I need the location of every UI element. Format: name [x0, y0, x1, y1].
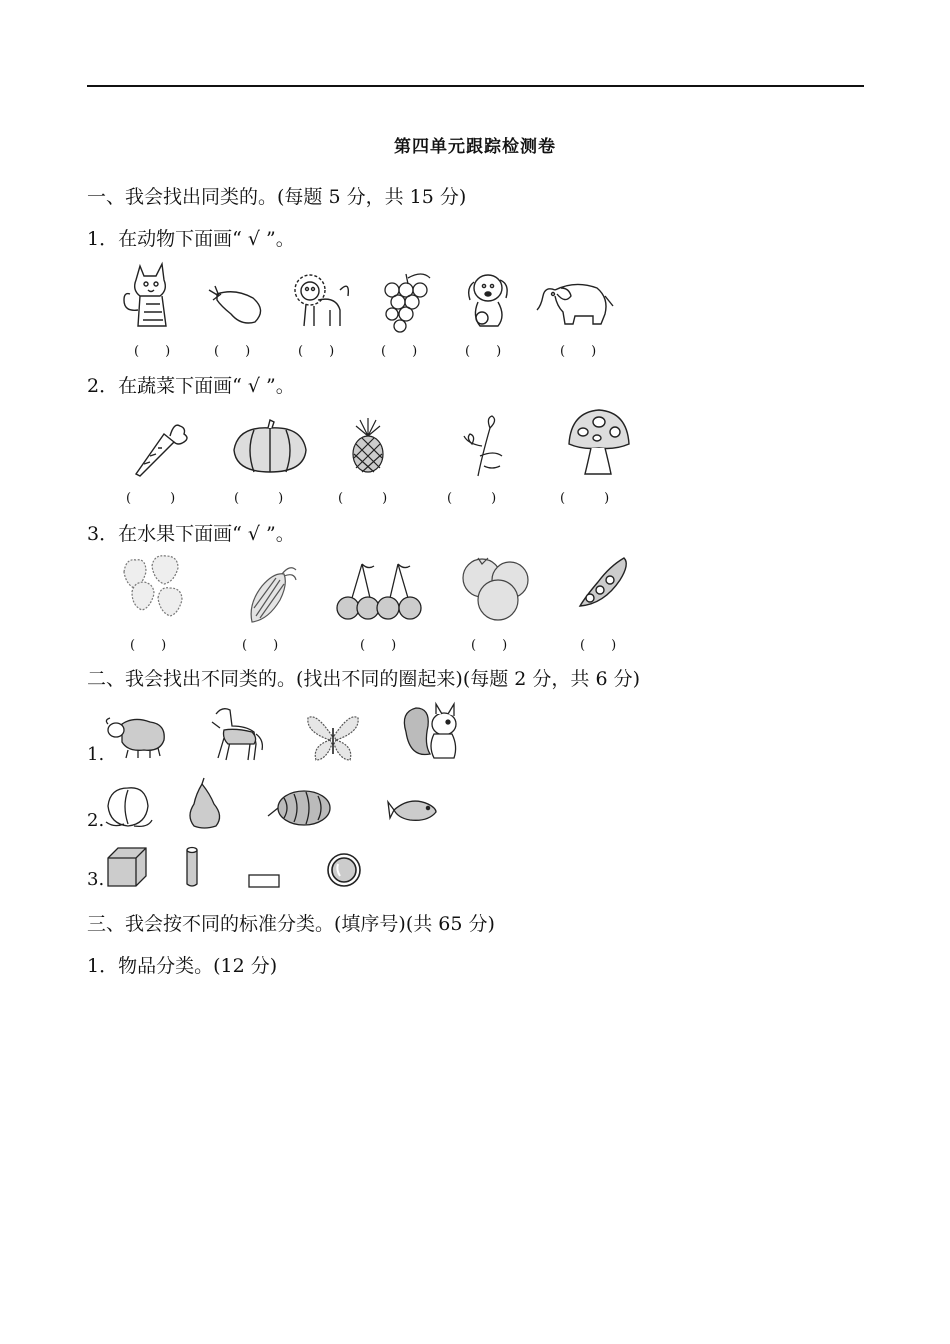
sheep-icon[interactable]	[104, 712, 170, 760]
answer-blank[interactable]: ( )	[130, 638, 167, 653]
answer-blank[interactable]: ( )	[471, 638, 508, 653]
answer-blank[interactable]: ( )	[214, 344, 251, 359]
answer-blank[interactable]: ( )	[242, 638, 279, 653]
cube-icon[interactable]	[104, 846, 148, 888]
row-number: 2.	[87, 810, 105, 831]
section2-heading: 二、我会找出不同类的。(找出不同的圈起来)(每题 2 分，共 6 分)	[87, 668, 640, 690]
flower-icon	[460, 416, 506, 478]
corn-icon	[242, 564, 298, 628]
peach-icon[interactable]	[104, 780, 154, 830]
answer-blank[interactable]: ( )	[298, 344, 335, 359]
ball-icon[interactable]	[326, 852, 364, 890]
pear-icon[interactable]	[184, 776, 226, 830]
peapod-icon	[574, 554, 634, 614]
answer-blank[interactable]: ( )	[580, 638, 617, 653]
q2-prompt: 2．在蔬菜下面画“ √ ”。	[87, 375, 295, 397]
rectangle-icon[interactable]	[248, 874, 282, 888]
section3-q1: 1．物品分类。(12 分)	[87, 955, 278, 977]
pineapple-icon	[350, 418, 386, 474]
row-number: 1.	[87, 744, 105, 765]
carrot-icon	[130, 418, 190, 478]
squirrel-icon[interactable]	[400, 702, 466, 764]
strawberries-icon	[118, 552, 188, 626]
horse-icon[interactable]	[206, 704, 266, 764]
fish-icon[interactable]	[388, 794, 442, 826]
row-number: 3.	[87, 869, 105, 890]
answer-blank[interactable]: ( )	[465, 344, 502, 359]
answer-blank[interactable]: ( )	[126, 491, 176, 506]
answer-blank[interactable]: ( )	[134, 344, 171, 359]
page-title: 第四单元跟踪检测卷	[394, 137, 556, 157]
grapes-icon	[378, 268, 434, 334]
answer-blank[interactable]: ( )	[560, 344, 597, 359]
cherries-icon	[334, 562, 430, 624]
pumpkin-icon	[232, 418, 308, 474]
answer-blank[interactable]: ( )	[338, 491, 388, 506]
eggplant-icon	[205, 280, 267, 328]
top-rule	[87, 85, 864, 87]
answer-blank[interactable]: ( )	[447, 491, 497, 506]
answer-blank[interactable]: ( )	[360, 638, 397, 653]
elephant-icon	[535, 276, 615, 328]
watermelon-icon[interactable]	[266, 788, 334, 828]
puppy-icon	[462, 270, 518, 334]
mushroom-icon	[565, 408, 633, 478]
q1-prompt: 1．在动物下面画“ √ ”。	[87, 228, 295, 250]
cat-icon	[118, 260, 180, 332]
oranges-icon	[454, 556, 534, 622]
cylinder-icon[interactable]	[184, 846, 200, 888]
section1-heading: 一、我会找出同类的。(每题 5 分，共 15 分)	[87, 186, 467, 208]
answer-blank[interactable]: ( )	[381, 344, 418, 359]
section3-heading: 三、我会按不同的标准分类。(填序号)(共 65 分)	[87, 913, 495, 935]
lion-icon	[290, 270, 356, 330]
butterfly-icon[interactable]	[304, 712, 362, 764]
answer-blank[interactable]: ( )	[234, 491, 284, 506]
q3-prompt: 3．在水果下面画“ √ ”。	[87, 523, 295, 545]
answer-blank[interactable]: ( )	[560, 491, 610, 506]
